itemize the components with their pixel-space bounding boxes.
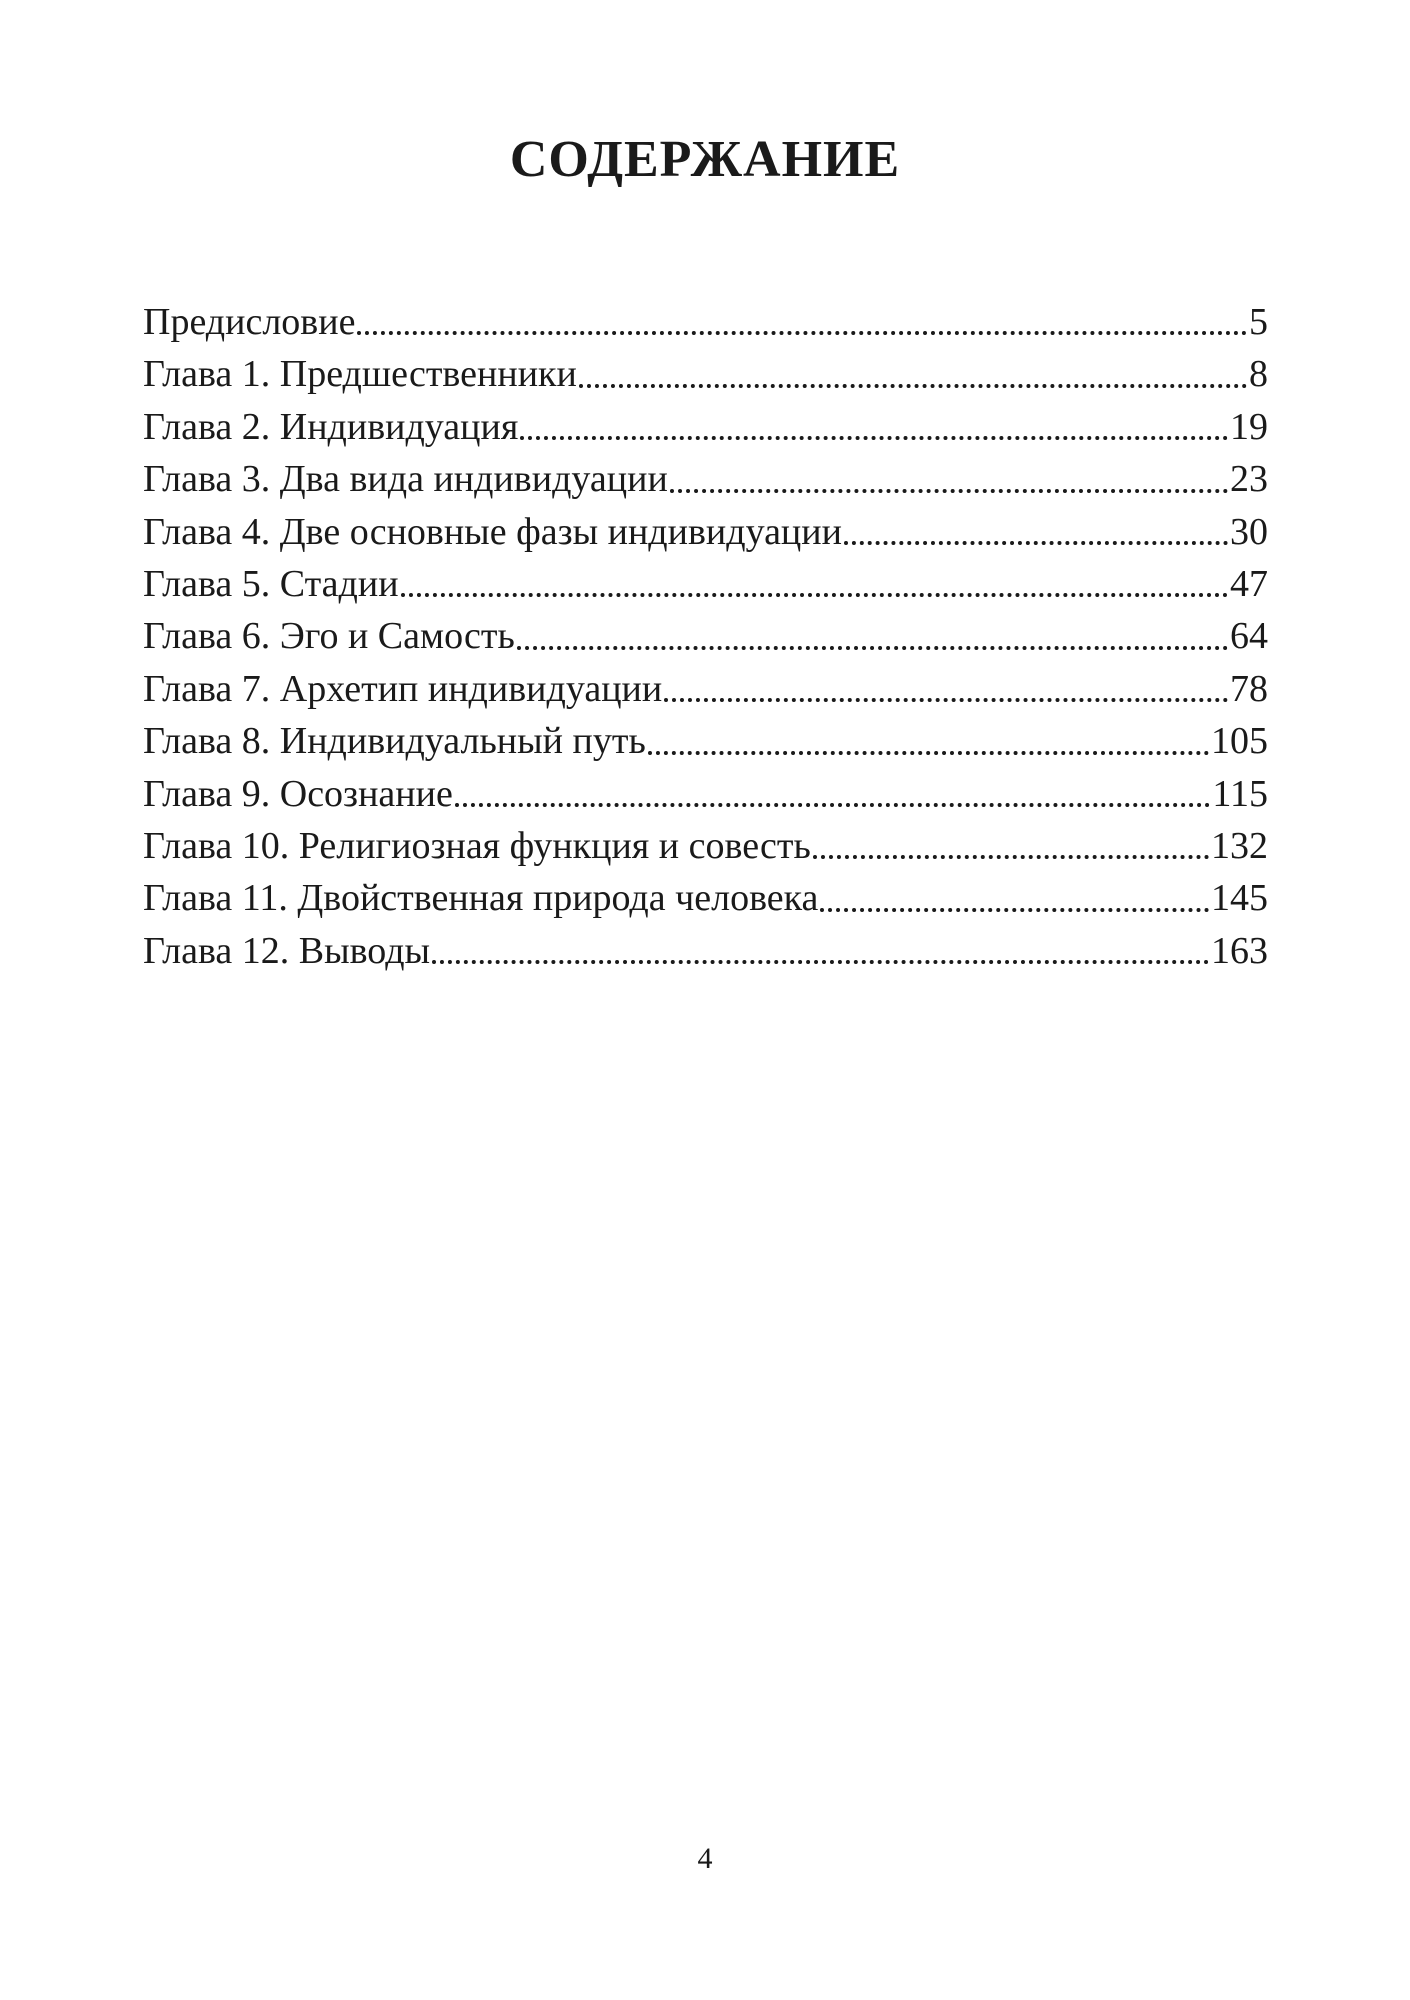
dot-leader	[520, 436, 1228, 440]
toc-entry-label: Глава 12. Выводы	[143, 929, 431, 972]
toc-entry-page: 163	[1211, 929, 1268, 972]
toc-entry-label: Глава 11. Двойственная природа человека	[143, 877, 819, 920]
toc-entry[interactable]	[143, 768, 1268, 820]
toc-entry-page: 78	[1230, 667, 1268, 710]
toc-entry-label: Глава 3. Два вида индивидуации	[143, 458, 668, 501]
toc-entry-page: 30	[1230, 510, 1268, 553]
toc-entry-label: Глава 2. Индивидуация	[143, 405, 519, 448]
toc-entry-page: 145	[1211, 877, 1268, 920]
toc-entry-label: Глава 8. Индивидуальный путь	[143, 720, 646, 763]
page-title: СОДЕРЖАНИЕ	[509, 131, 901, 188]
toc-entry-page: 23	[1230, 458, 1268, 501]
table-of-contents	[143, 296, 1268, 977]
dot-leader	[844, 541, 1228, 545]
toc-entry[interactable]	[143, 872, 1268, 924]
toc-entry-page: 19	[1230, 405, 1268, 448]
dot-leader	[579, 384, 1247, 388]
dot-leader	[455, 803, 1211, 807]
dot-leader	[517, 646, 1228, 650]
toc-entry-label: Предисловие	[143, 301, 356, 343]
toc-entry[interactable]	[143, 820, 1268, 872]
toc-entry[interactable]	[143, 401, 1268, 453]
toc-entry-label: Глава 6. Эго и Самость	[143, 615, 515, 658]
toc-entry-label: Глава 9. Осознание	[143, 772, 453, 815]
toc-entry-page: 64	[1230, 615, 1268, 658]
toc-entry-page: 115	[1212, 772, 1268, 815]
toc-entry[interactable]	[143, 663, 1268, 715]
toc-entry-page: 47	[1230, 562, 1268, 605]
toc-entry-label: Глава 5. Стадии	[143, 562, 399, 605]
dot-leader	[670, 489, 1228, 493]
toc-entry[interactable]	[143, 715, 1268, 767]
dot-leader	[357, 331, 1247, 335]
toc-entry-label: Глава 7. Архетип индивидуации	[143, 667, 663, 710]
dot-leader	[813, 855, 1209, 859]
toc-entry-label: Глава 4. Две основные фазы индивидуации	[143, 510, 842, 553]
toc-entry-page: 8	[1249, 353, 1268, 396]
toc-entry[interactable]	[143, 610, 1268, 662]
toc-entry[interactable]	[143, 558, 1268, 610]
toc-entry[interactable]	[143, 453, 1268, 505]
toc-entry-page: 5	[1249, 301, 1268, 343]
dot-leader	[664, 698, 1228, 702]
toc-entry-label: Глава 10. Религиозная функция и совесть	[143, 824, 811, 867]
toc-entry-page: 105	[1211, 720, 1268, 763]
toc-entry[interactable]	[143, 348, 1268, 400]
dot-leader	[648, 751, 1209, 755]
dot-leader	[401, 593, 1228, 597]
toc-entry-label: Глава 1. Предшественники	[143, 353, 577, 396]
toc-entry[interactable]	[143, 506, 1268, 558]
toc-entry[interactable]	[143, 296, 1268, 348]
dot-leader	[820, 908, 1209, 912]
toc-entry[interactable]	[143, 925, 1268, 977]
toc-entry-page: 132	[1211, 824, 1268, 867]
dot-leader	[432, 960, 1209, 964]
page-number: 4	[697, 1842, 713, 1875]
